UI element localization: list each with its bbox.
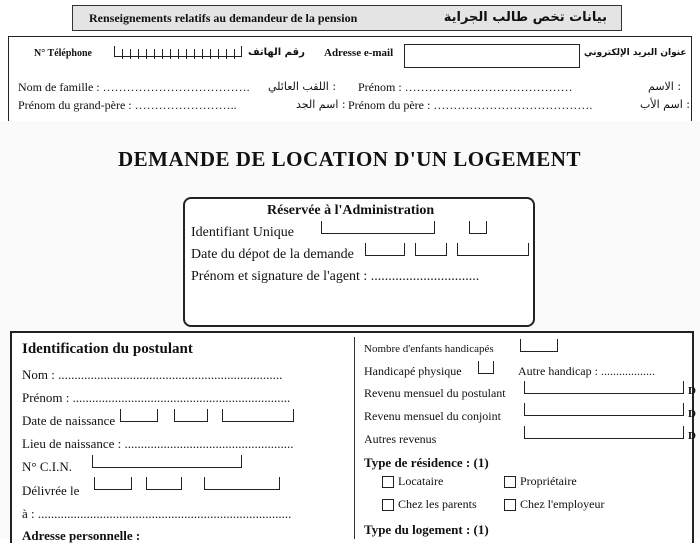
prenom-top-ar: الاسم : [648, 80, 682, 93]
tel-field[interactable] [114, 46, 242, 57]
revenu-post-d: D [688, 385, 696, 397]
proprietaire-checkbox[interactable] [504, 476, 516, 488]
nom-famille-ar: اللقب العائلي : [268, 80, 337, 93]
locataire-label: Locataire [398, 474, 444, 488]
postulant-title: Identification du postulant [22, 341, 193, 357]
agent-label: Prénom et signature de l'agent : ............................... [191, 269, 480, 284]
nom-famille: Nom de famille : ………………………………. [18, 80, 250, 94]
email-label: Adresse e-mail [324, 47, 394, 59]
top-form [0, 0, 700, 121]
del-day[interactable] [94, 477, 132, 490]
revenu-conj-field[interactable] [524, 403, 684, 416]
employeur-option[interactable] [504, 497, 604, 512]
delivree-label: Délivrée le [22, 483, 80, 498]
dn-month[interactable] [174, 409, 208, 422]
admin-title: Réservée à l'Administration [267, 203, 435, 218]
lieu-label: Lieu de naissance : .................................................... [22, 436, 294, 451]
enfants-label: Nombre d'enfants handicapés [364, 343, 494, 355]
revenu-post-label: Revenu mensuel du postulant [364, 386, 506, 400]
prenom-pere-ar: اسم الأب : [640, 98, 690, 111]
dn-day[interactable] [120, 409, 158, 422]
doc-title: DEMANDE DE LOCATION D'UN LOGEMENT [118, 147, 581, 171]
prenom-label: Prénom : ................................................................... [22, 390, 291, 405]
locataire-checkbox[interactable] [382, 476, 394, 488]
a-label: à : .............................................................................. [22, 506, 292, 521]
parents-checkbox[interactable] [382, 499, 394, 511]
tel-label-ar: رقم الهاتف [248, 47, 305, 58]
del-month[interactable] [146, 477, 182, 490]
cin-field[interactable] [92, 455, 242, 468]
revenu-post-field[interactable] [524, 381, 684, 394]
date-depot-day[interactable] [365, 243, 405, 256]
email-label-ar: عنوان البريد الإلكتروني [584, 48, 687, 58]
parents-option[interactable] [382, 497, 477, 512]
divider [354, 337, 356, 539]
date-depot-year[interactable] [457, 243, 529, 256]
email-field[interactable] [404, 44, 580, 68]
revenu-conj-label: Revenu mensuel du conjoint [364, 409, 501, 423]
date-depot-label: Date du dépot de la demande [191, 247, 354, 262]
enfants-field[interactable] [520, 339, 558, 352]
autres-rev-d: D [688, 430, 696, 442]
type-log-label: Type du logement : (1) [364, 522, 489, 537]
proprietaire-label: Propriétaire [520, 474, 577, 488]
scanned-document [0, 121, 700, 543]
identifiant-field-2[interactable] [469, 221, 487, 234]
parents-label: Chez les parents [398, 497, 477, 511]
identifiant-label: Identifiant Unique [191, 225, 295, 240]
employeur-checkbox[interactable] [504, 499, 516, 511]
nom-label: Nom : ..................................................................... [22, 367, 283, 382]
locataire-option[interactable] [382, 474, 443, 489]
autres-rev-label: Autres revenus [364, 432, 437, 446]
employeur-label: Chez l'employeur [520, 497, 605, 511]
dn-year[interactable] [222, 409, 294, 422]
autre-label: Autre handicap : .................. [518, 364, 655, 378]
prenom-pere: Prénom du père : …………………………………. [348, 98, 593, 112]
autres-rev-field[interactable] [524, 426, 684, 439]
revenu-conj-d: D [688, 408, 696, 420]
prenom-top: Prénom : …………………………………… [358, 80, 573, 94]
proprietaire-option[interactable] [504, 474, 577, 489]
header-box [72, 5, 622, 31]
date-naissance-label: Date de naissance [22, 413, 116, 428]
identifiant-field[interactable] [321, 221, 435, 234]
handicape-label: Handicapé physique [364, 364, 462, 378]
header-ar: بيانات تخص طالب الجراية [443, 10, 607, 25]
date-depot-month[interactable] [415, 243, 447, 256]
type-res-label: Type de résidence : (1) [364, 455, 489, 470]
handicape-field[interactable] [478, 361, 494, 374]
prenom-gp-ar: اسم الجد : [296, 98, 346, 111]
adresse-label: Adresse personnelle : [22, 528, 141, 543]
tel-label: N° Téléphone [34, 48, 92, 59]
header-fr: Renseignements relatifs au demandeur de la pension [89, 11, 358, 25]
del-year[interactable] [204, 477, 280, 490]
admin-box [183, 197, 535, 327]
prenom-gp: Prénom du grand-père : …………………….. [18, 98, 237, 112]
cin-label: N° C.I.N. [22, 459, 72, 474]
